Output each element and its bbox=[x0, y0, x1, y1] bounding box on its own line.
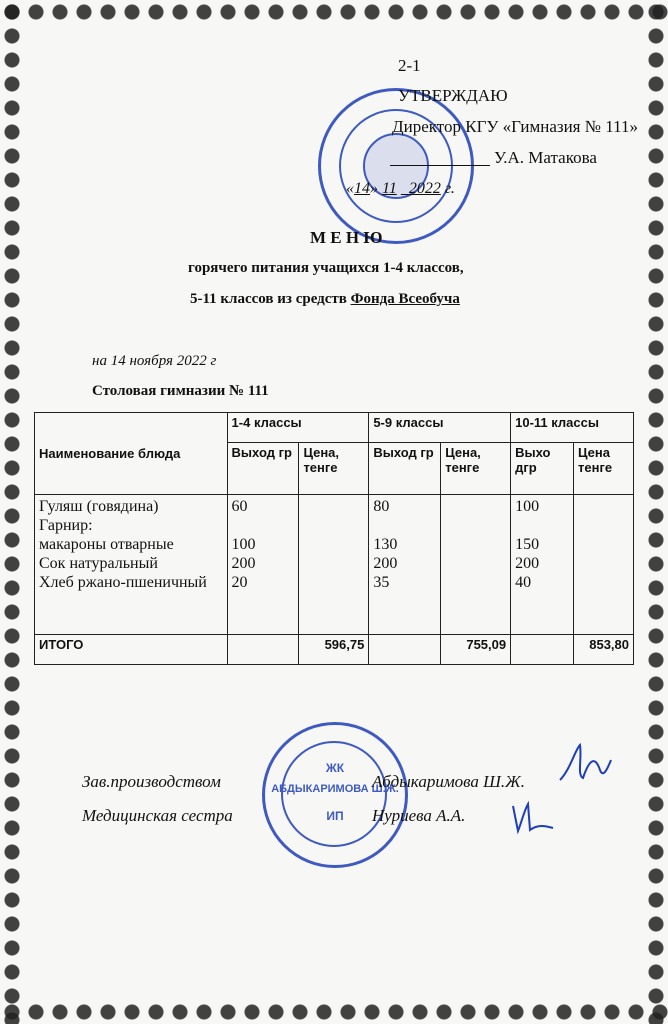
g3-value: 100 bbox=[515, 498, 540, 515]
approval-date: «14» 11 2022 г. bbox=[346, 180, 455, 197]
dish-item: макароны отварные bbox=[39, 536, 174, 553]
g2-price-cell bbox=[441, 495, 511, 635]
header-group-3: 10-11 классы bbox=[511, 413, 634, 443]
menu-subtitle-line2: 5-11 классов из средств Фонда Всеобуча bbox=[190, 291, 460, 307]
decorative-border-bottom bbox=[0, 1000, 668, 1024]
header-g2-price: Цена, тенге bbox=[441, 443, 511, 495]
header-group-1: 1-4 классы bbox=[227, 413, 369, 443]
g1-value: 200 bbox=[231, 555, 256, 572]
g2-value: 130 bbox=[373, 536, 398, 553]
g3-price-cell bbox=[574, 495, 634, 635]
dish-item: Гарнир: bbox=[39, 517, 93, 534]
g3-value: 150 bbox=[515, 536, 540, 553]
ip-stamp bbox=[262, 722, 408, 868]
signature-line bbox=[390, 165, 490, 166]
name-production-head: Абдыкаримова Ш.Ж. bbox=[372, 772, 525, 791]
approve-label: УТВЕРЖДАЮ bbox=[398, 86, 508, 105]
doc-number: 2-1 bbox=[398, 56, 421, 75]
total-g2: 755,09 bbox=[441, 635, 511, 665]
g1-value bbox=[232, 516, 295, 535]
header-dish: Наименование блюда bbox=[35, 413, 228, 495]
g2-value: 200 bbox=[373, 555, 398, 572]
role-nurse: Медицинская сестра bbox=[82, 806, 233, 825]
g1-value: 60 bbox=[231, 498, 248, 515]
signature-drawing-2 bbox=[508, 796, 558, 836]
g1-value: 100 bbox=[231, 536, 256, 553]
stamp-top-text: ЖК bbox=[325, 761, 345, 775]
decorative-border-right bbox=[644, 0, 668, 1024]
g3-value: 40 bbox=[515, 574, 532, 591]
canteen-name: Столовая гимназии № 111 bbox=[92, 383, 269, 399]
g1-out-cell bbox=[227, 495, 299, 635]
menu-table bbox=[34, 412, 634, 665]
g2-out-cell bbox=[369, 495, 441, 635]
header-group-2: 5-9 классы bbox=[369, 413, 511, 443]
g1-price-cell bbox=[299, 495, 369, 635]
menu-date: на 14 ноября 2022 г bbox=[92, 353, 217, 369]
name-nurse: Нуриева А.А. bbox=[372, 806, 466, 825]
g1-value: 20 bbox=[231, 574, 248, 591]
g3-value: 200 bbox=[515, 555, 540, 572]
total-label: ИТОГО bbox=[35, 635, 228, 665]
total-g3: 853,80 bbox=[574, 635, 634, 665]
dish-item: Гуляш (говядина) bbox=[39, 498, 159, 515]
header-g1-out: Выход гр bbox=[227, 443, 299, 495]
total-g1: 596,75 bbox=[299, 635, 369, 665]
decorative-border-left bbox=[0, 0, 24, 1024]
stamp-middle-text: АБДЫКАРИМОВА Ш.Ж. bbox=[271, 783, 399, 795]
stamp-bottom-text: ИП bbox=[326, 809, 344, 823]
approver-position: Директор КГУ «Гимназия № 111» bbox=[392, 117, 638, 136]
dish-item: Хлеб ржано-пшеничный bbox=[39, 574, 207, 591]
header-g2-out: Выход гр bbox=[369, 443, 441, 495]
approver-name: У.А. Матакова bbox=[494, 148, 597, 167]
dish-list-cell bbox=[35, 495, 228, 635]
g2-value: 80 bbox=[373, 498, 390, 515]
signature-drawing-1 bbox=[555, 740, 615, 790]
header-g3-price: Цена тенге bbox=[574, 443, 634, 495]
role-production-head: Зав.производством bbox=[82, 772, 221, 791]
menu-title: М Е Н Ю bbox=[310, 228, 383, 247]
official-seal bbox=[318, 88, 474, 244]
g2-value bbox=[373, 516, 436, 535]
header-g3-out: Выхо дгр bbox=[511, 443, 574, 495]
dish-item: Сок натуральный bbox=[39, 555, 158, 572]
menu-subtitle-line1: горячего питания учащихся 1-4 классов, bbox=[188, 260, 464, 276]
decorative-border-top bbox=[0, 0, 668, 24]
header-g1-price: Цена, тенге bbox=[299, 443, 369, 495]
g3-out-cell bbox=[511, 495, 574, 635]
g3-value bbox=[515, 516, 569, 535]
g2-value: 35 bbox=[373, 574, 390, 591]
